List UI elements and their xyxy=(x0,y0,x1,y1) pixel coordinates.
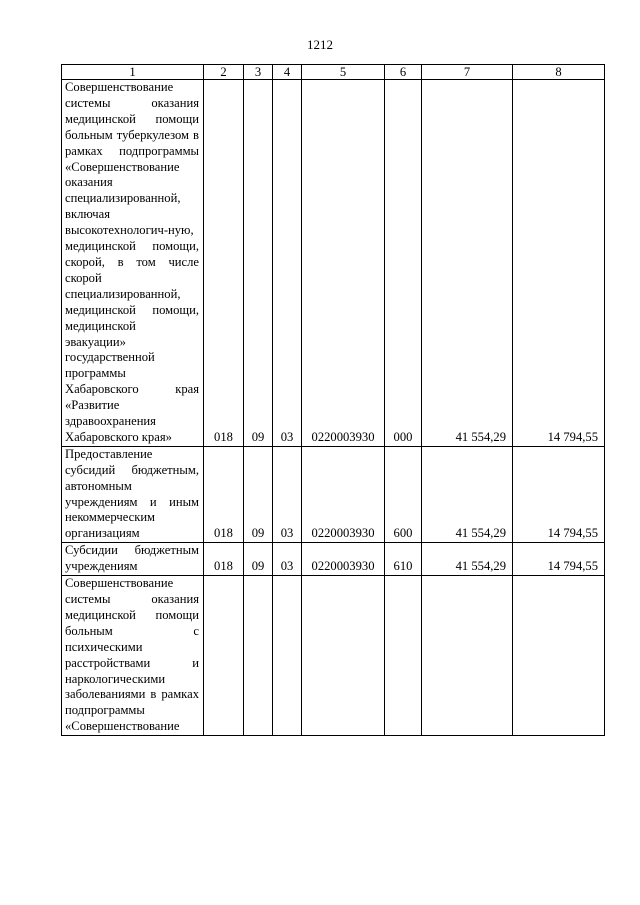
amount-column-8: 14 794,55 xyxy=(513,543,605,576)
column-header: 2 xyxy=(204,65,244,80)
expense-type-code: 000 xyxy=(385,80,422,447)
row-description: Совершенствование системы оказания медицинской помощи больным с психическими расстройствами и наркологическими заболеваниями в рамках подпрограммы «Совершенствование xyxy=(62,576,204,736)
subsection-code: 03 xyxy=(273,543,302,576)
table-row xyxy=(62,576,605,736)
amount-column-8 xyxy=(513,576,605,736)
table-row xyxy=(62,80,605,447)
row-description: Совершенствование системы оказания медицинской помощи больным туберкулезом в рамках подпрограммы «Совершенствование оказания специализированной, включая высокотехнологич-ную, медицинской помощи, скорой, в том числе скорой специализированной, медицинской помощи, медицинской эвакуации» государственной программы Хабаровского края «Развитие здравоохранения Хабаровского края» xyxy=(62,80,204,447)
expense-type-code: 600 xyxy=(385,446,422,542)
ministry-code: 018 xyxy=(204,80,244,447)
target-code: 0220003930 xyxy=(302,543,385,576)
target-code xyxy=(302,576,385,736)
section-code: 09 xyxy=(244,543,273,576)
ministry-code: 018 xyxy=(204,446,244,542)
column-header: 1 xyxy=(62,65,204,80)
table-header-row xyxy=(62,65,605,80)
subsection-code: 03 xyxy=(273,446,302,542)
expense-type-code: 610 xyxy=(385,543,422,576)
expense-type-code xyxy=(385,576,422,736)
target-code: 0220003930 xyxy=(302,80,385,447)
subsection-code xyxy=(273,576,302,736)
table-row xyxy=(62,446,605,542)
table-row xyxy=(62,543,605,576)
amount-column-7: 41 554,29 xyxy=(422,446,513,542)
column-header: 7 xyxy=(422,65,513,80)
column-header: 8 xyxy=(513,65,605,80)
amount-column-7: 41 554,29 xyxy=(422,543,513,576)
column-header: 5 xyxy=(302,65,385,80)
target-code: 0220003930 xyxy=(302,446,385,542)
amount-column-8: 14 794,55 xyxy=(513,446,605,542)
subsection-code: 03 xyxy=(273,80,302,447)
section-code xyxy=(244,576,273,736)
section-code: 09 xyxy=(244,446,273,542)
amount-column-7: 41 554,29 xyxy=(422,80,513,447)
row-description: Субсидии бюджетным учреждениям xyxy=(62,543,204,576)
page-number: 1212 xyxy=(307,37,333,52)
row-description: Предоставление субсидий бюджетным, автономным учреждениям и иным некоммерческим организациям xyxy=(62,446,204,542)
ministry-code xyxy=(204,576,244,736)
column-header: 4 xyxy=(273,65,302,80)
column-header: 3 xyxy=(244,65,273,80)
budget-table xyxy=(61,64,605,736)
amount-column-8: 14 794,55 xyxy=(513,80,605,447)
amount-column-7 xyxy=(422,576,513,736)
section-code: 09 xyxy=(244,80,273,447)
column-header: 6 xyxy=(385,65,422,80)
ministry-code: 018 xyxy=(204,543,244,576)
